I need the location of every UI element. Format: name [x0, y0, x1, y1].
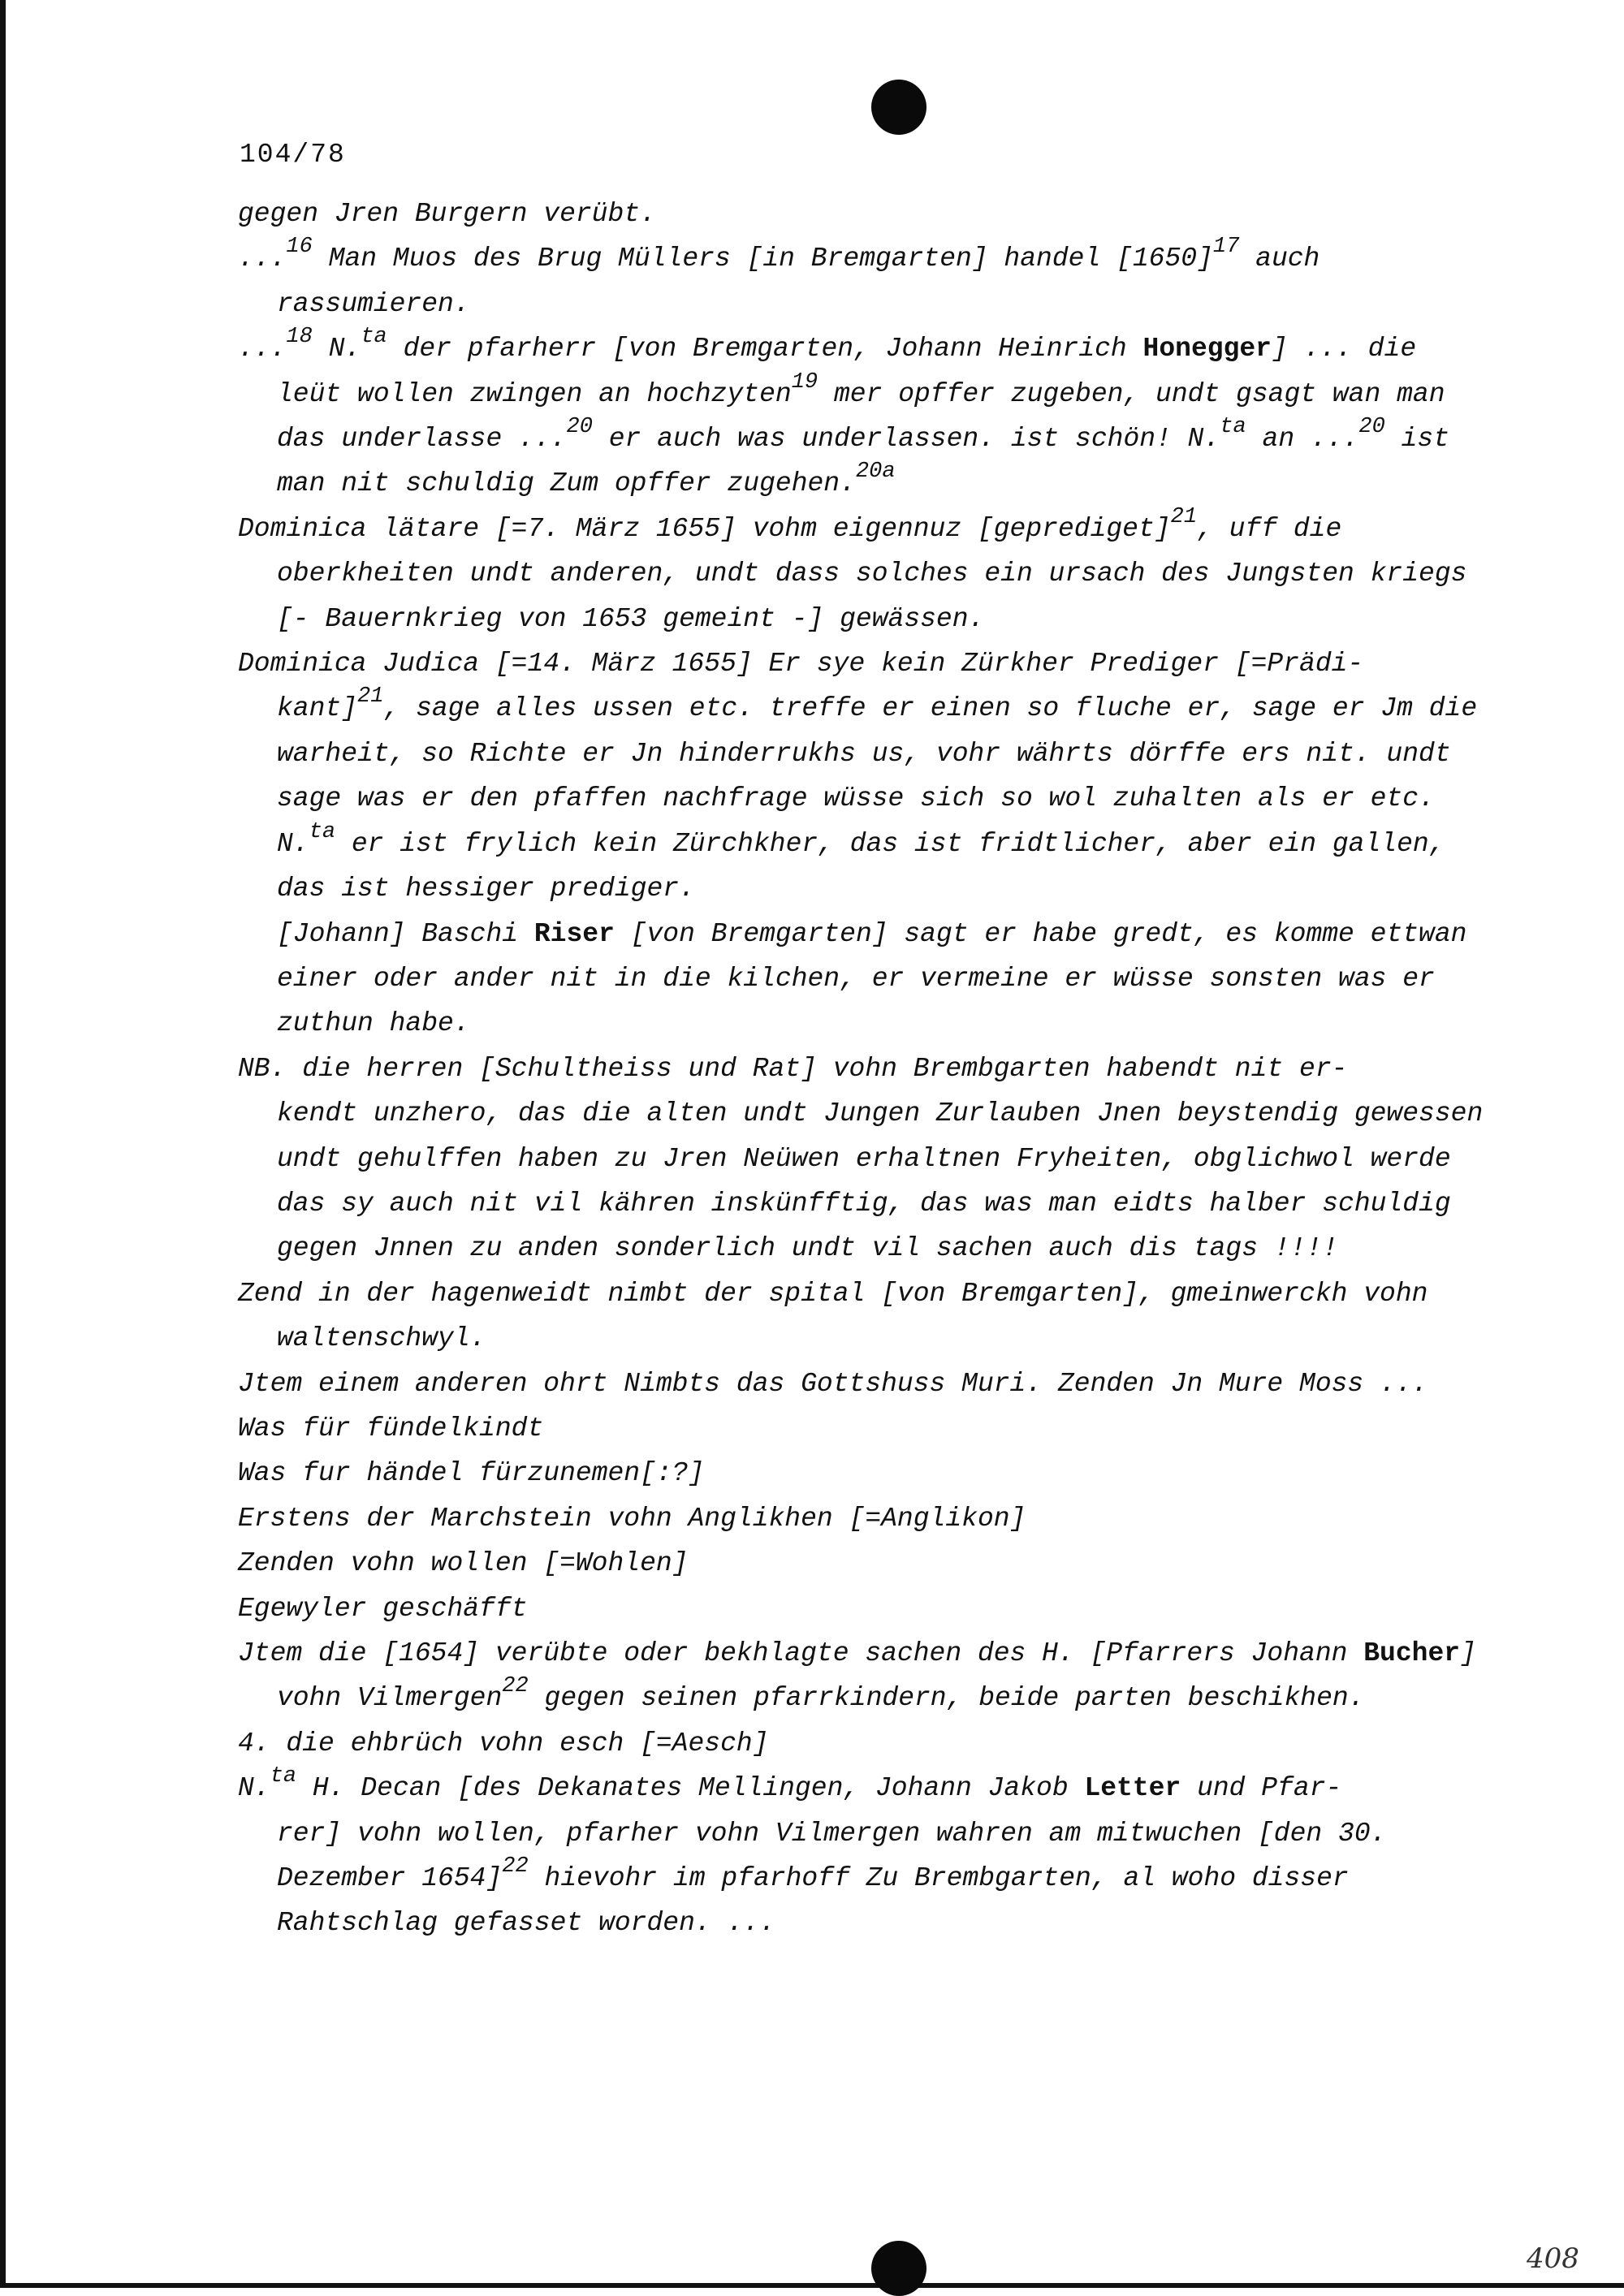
scan-edge-left: [0, 0, 6, 2288]
entry: Jtem die [1654] verübte oder bekhlagte sachen des H. [Pfarrers Johann Bucher] vohn Vilmergen$^{22}$ gegen seinen pfarrkindern, beide parten beschikhen.: [238, 1638, 1476, 1714]
person-name: Honegger: [1142, 334, 1272, 365]
person-name: Bucher: [1363, 1638, 1461, 1668]
entry: Was fur händel fürzunemen[:?]: [238, 1458, 705, 1489]
entry: Zenden vohn wollen [=Wohlen]: [238, 1548, 689, 1579]
footnote-ref: 20a: [855, 459, 896, 485]
footnote-ref: 22: [502, 1673, 529, 1699]
entry: Egewyler geschäfft: [238, 1593, 528, 1624]
person-name: Letter: [1084, 1773, 1181, 1804]
entry: 4. die ehbrüch vohn esch [=Aesch]: [238, 1728, 769, 1759]
entry: NB. die herren [Schultheiss und Rat] vohn Brembgarten habendt nit er- kendt unzhero, das die alten undt Jungen Zurlauben Jnen beystendig gewessen undt gehulffen haben zu Jren Neüwen erhaltnen Fryheiten, obglichwol werde das sy auch nit vil kähren inskünfftig, das was man eidts halber schuldig gegen Jnnen zu anden sonderlich undt vil sachen auch dis tags !!!!: [238, 1053, 1484, 1264]
punch-hole-top: [871, 80, 926, 135]
entry: Jtem einem anderen ohrt Nimbts das Gottshuss Muri. Zenden Jn Mure Moss ...: [238, 1368, 1428, 1399]
footnote-ref: 20: [566, 414, 593, 440]
handwritten-page-number: 408: [1527, 2242, 1579, 2275]
footnote-ref: 16: [286, 234, 313, 260]
footnote-ref: 22: [502, 1854, 529, 1880]
entry: N.$^{ta}$ H. Decan [des Dekanates Mellingen, Johann Jakob Letter und Pfar- rer] vohn wollen, pfarher vohn Vilmergen wahren am mitwuchen [den 30. Dezember 1654]$^{22}$ hievohr im pfarhoff Zu Brembgarten, al woho disser Rahtschlag gefasset worden. ...: [238, 1763, 1387, 1939]
scan-edge-bottom: [0, 2283, 1624, 2288]
entry-continued: [Johann] Baschi Riser [von Bremgarten] sagt er habe gredt, es komme ettwan einer oder ander nit in die kilchen, er vermeine er wüsse sonsten was er zuthun habe.: [277, 918, 1467, 1039]
footnote-ref: 19: [791, 369, 818, 395]
entry: Dominica Judica [=14. März 1655] Er sye kein Zürkher Prediger [=Prädi- kant]$^{21}$, sage alles ussen etc. treffe er einen so fluche er, sage er Jm die warheit, so Richte er Jn hinderrukhs us, vohr währts dörffe ers nit. undt sage was er den pfaffen nachfrage wüsse sich so wol zuhalten als er etc.: [238, 649, 1478, 814]
entry: gegen Jren Burgern verübt.: [238, 199, 656, 229]
footnote-ref: 17: [1212, 234, 1240, 260]
page-id: 104/78: [240, 140, 346, 170]
transcription-body: [238, 192, 1492, 1946]
footnote-ref: 20: [1358, 414, 1385, 440]
footnote-ref: 18: [286, 324, 313, 350]
entry: ...$^{16}$ Man Muos des Brug Müllers [in Bremgarten] handel $[1650]^{17}$ auch rassumieren.: [238, 234, 1320, 319]
person-name: Riser: [533, 918, 615, 949]
footnote-ref: 21: [357, 684, 384, 710]
entry: Erstens der Marchstein vohn Anglikhen [=Anglikon]: [238, 1503, 1026, 1534]
entry-continued: N.$^{ta}$ er ist frylich kein Zürchkher, das ist fridtlicher, aber ein gallen, das ist hessiger prediger.: [277, 818, 1445, 904]
entry: Was für fündelkindt: [238, 1413, 544, 1444]
entry: Dominica lätare [=7. März 1655] vohm eigennuz [geprediget]$^{21}$, uff die oberkheiten undt anderen, undt dass solches ein ursach des Jungsten kriegs [- Bauernkrieg von 1653 gemeint -] gewässen.: [238, 504, 1467, 634]
entry: Zend in der hagenweidt nimbt der spital [von Bremgarten], gmeinwerckh vohn waltenschwyl.: [238, 1278, 1428, 1354]
entry: ...$^{18}$ N.$^{ta}$ der pfarherr [von Bremgarten, Johann Heinrich Honegger] ... die leüt wollen zwingen an hochzyten$^{19}$ mer opffer zugeben, undt gsagt wan man das underlasse ...$^{20}$ er auch was underlassen. ist schön! N.$^{ta}$ an ...$^{20}$ ist man nit schuldig Zum opffer zugehen.$^{20a}$: [238, 324, 1450, 499]
footnote-ref: 21: [1170, 504, 1198, 530]
